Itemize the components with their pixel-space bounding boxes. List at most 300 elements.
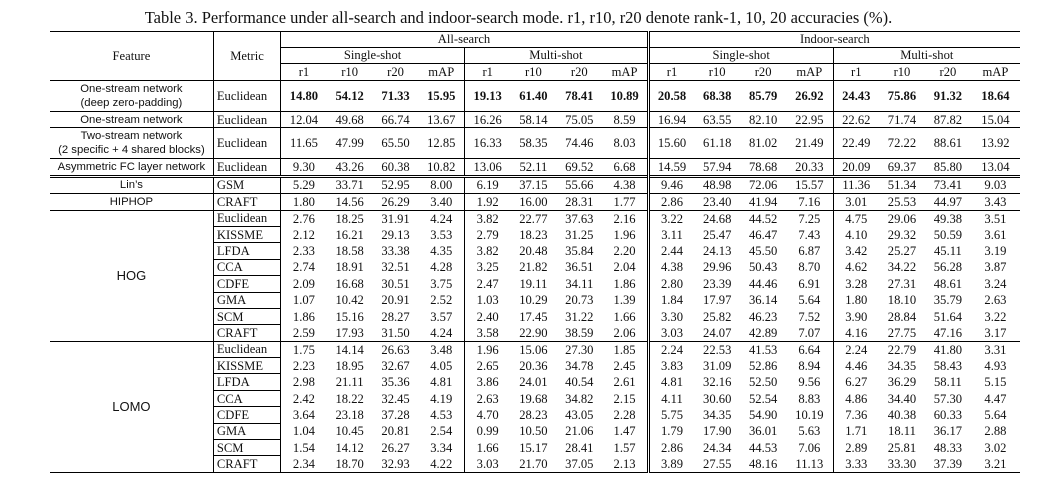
metric-value — [786, 81, 833, 112]
metric-value: 41.80 — [925, 341, 971, 357]
metric-value: 3.48 — [419, 341, 465, 357]
metric-value: 61.18 — [694, 128, 740, 159]
metric-value: 35.36 — [381, 375, 410, 390]
metric-value: 36.14 — [748, 293, 778, 308]
metric-value: 1.79 — [648, 423, 694, 439]
metric-value: 14.14 — [327, 341, 373, 357]
metric-value: 4.19 — [430, 391, 453, 406]
metric-value: 1.71 — [833, 423, 879, 439]
metric-value: 2.42 — [281, 390, 327, 406]
feature-name-line: (2 specific + 4 shared blocks) — [58, 144, 205, 157]
metric-value: 40.54 — [565, 375, 594, 390]
feature-name — [50, 176, 213, 193]
header-metric: Metric — [213, 32, 280, 81]
metric-value: 28.41 — [565, 440, 594, 455]
metric-value: 34.78 — [565, 358, 594, 373]
metric-value: 33.30 — [879, 456, 925, 472]
metric-name: GMA — [213, 292, 280, 308]
metric-value: 17.90 — [703, 424, 732, 439]
table-row — [50, 112, 1020, 128]
metric-value: 23.39 — [703, 276, 732, 291]
metric-value: 13.06 — [464, 159, 510, 176]
metric-value: 12.04 — [281, 112, 327, 128]
metric-value: 10.29 — [519, 293, 548, 308]
metric-value: 2.54 — [430, 424, 453, 439]
metric-value: 2.52 — [430, 293, 453, 308]
metric-value: 3.22 — [984, 309, 1007, 324]
metric-value: 9.46 — [648, 176, 694, 193]
metric-value: 3.02 — [984, 440, 1007, 455]
metric-value: 14.56 — [327, 194, 373, 210]
metric-value: 20.09 — [833, 159, 879, 176]
metric-value: 7.52 — [798, 309, 821, 324]
metric-name: CDFE — [213, 407, 280, 423]
metric-value: 5.64 — [798, 293, 821, 308]
metric-value: 16.26 — [464, 112, 510, 128]
metric-name: SCM — [213, 308, 280, 324]
metric-value: 4.24 — [430, 325, 453, 340]
metric-value: 4.70 — [464, 407, 510, 423]
metric-value: 60.38 — [373, 159, 419, 176]
metric-value: 2.89 — [833, 440, 879, 456]
metric-value: 22.53 — [694, 341, 740, 357]
metric-value-bold: 75.86 — [887, 89, 917, 103]
metric-value: 36.01 — [748, 424, 778, 439]
metric-value: 36.51 — [565, 260, 594, 275]
metric-value: 6.87 — [798, 244, 821, 259]
metric-value: 1.80 — [833, 292, 879, 308]
metric-value: 3.17 — [984, 325, 1007, 340]
metric-value: 29.32 — [887, 227, 917, 242]
metric-value: 1.96 — [613, 227, 636, 242]
metric-value: 44.46 — [748, 276, 778, 291]
metric-value-bold: 54.12 — [335, 89, 364, 103]
metric-value: 34.11 — [565, 276, 594, 291]
metric-value: 8.03 — [602, 128, 648, 159]
metric-value: 82.10 — [740, 112, 786, 128]
metric-value: 3.30 — [648, 308, 694, 324]
metric-value: 7.07 — [798, 325, 821, 340]
metric-value — [879, 81, 925, 112]
metric-name: Euclidean — [213, 159, 280, 176]
metric-name: Euclidean — [213, 112, 280, 128]
metric-value: 22.62 — [833, 112, 879, 128]
header-all-multi-shot: Multi-shot — [464, 48, 648, 64]
metric-value: 72.06 — [740, 176, 786, 193]
metric-value: 6.68 — [602, 159, 648, 176]
metric-name: CRAFT — [213, 456, 280, 472]
metric-value: 69.52 — [556, 159, 602, 176]
table-row — [50, 210, 1020, 226]
metric-value: 13.92 — [971, 128, 1020, 159]
metric-value: 22.90 — [519, 325, 548, 340]
metric-value: 16.33 — [464, 128, 510, 159]
header-indoor-multi-shot: Multi-shot — [833, 48, 1020, 64]
metric-value: 3.61 — [984, 227, 1007, 242]
metric-value: 8.70 — [798, 260, 821, 275]
metric-value: 9.56 — [798, 375, 821, 390]
metric-value: 3.25 — [464, 259, 510, 275]
metric-value — [648, 81, 694, 112]
feature-name: HOG — [50, 210, 213, 341]
metric-value: 25.82 — [703, 309, 732, 324]
metric-value: 74.46 — [556, 128, 602, 159]
table-row — [50, 159, 1020, 176]
metric-value: 19.68 — [519, 391, 548, 406]
metric-value: 6.91 — [798, 276, 821, 291]
metric-value: 29.96 — [703, 260, 732, 275]
metric-value: 63.55 — [694, 112, 740, 128]
metric-value: 3.86 — [464, 374, 510, 390]
metric-value: 25.53 — [879, 194, 925, 210]
metric-value: 47.99 — [327, 128, 373, 159]
metric-value: 34.40 — [887, 391, 917, 406]
metric-value: 44.97 — [925, 194, 971, 210]
metric-value: 34.22 — [887, 260, 917, 275]
header-indoor-search: Indoor-search — [648, 32, 1020, 48]
header-all-single-shot: Single-shot — [281, 48, 465, 64]
metric-value-bold: 15.95 — [427, 89, 456, 103]
metric-value: 36.17 — [933, 424, 963, 439]
metric-value: 2.13 — [602, 456, 648, 472]
feature-name-line: Asymmetric FC layer network — [57, 161, 206, 174]
metric-value: 2.80 — [648, 276, 694, 292]
metric-value: 56.28 — [933, 260, 963, 275]
metric-value: 3.82 — [464, 210, 510, 226]
feature-name — [50, 81, 213, 112]
metric-value: 3.31 — [971, 341, 1020, 357]
metric-value: 57.30 — [933, 391, 963, 406]
metric-value: 4.75 — [833, 210, 879, 226]
metric-value-bold: 68.38 — [703, 89, 732, 103]
metric-value: 5.75 — [648, 407, 694, 423]
metric-value: 21.49 — [786, 128, 833, 159]
metric-value: 32.67 — [381, 358, 410, 373]
metric-value: 18.58 — [335, 244, 364, 259]
metric-value: 46.23 — [748, 309, 778, 324]
metric-name: Euclidean — [213, 128, 280, 159]
metric-value-bold: 14.80 — [289, 89, 319, 103]
metric-value: 10.42 — [335, 293, 364, 308]
metric-value: 51.64 — [933, 309, 963, 324]
metric-value: 8.59 — [602, 112, 648, 128]
metric-value: 52.86 — [748, 358, 778, 373]
metric-value: 40.38 — [887, 407, 917, 422]
metric-name: LFDA — [213, 374, 280, 390]
metric-value: 7.43 — [798, 227, 821, 242]
metric-value: 75.05 — [556, 112, 602, 128]
metric-value: 18.95 — [335, 358, 364, 373]
metric-value — [925, 81, 971, 112]
metric-value: 1.57 — [613, 440, 636, 455]
metric-value: 45.11 — [933, 244, 962, 259]
metric-value: 3.87 — [984, 260, 1007, 275]
metric-value: 18.10 — [887, 293, 917, 308]
metric-value: 2.63 — [464, 390, 510, 406]
metric-value: 20.81 — [381, 424, 410, 439]
metric-value: 28.27 — [381, 309, 410, 324]
metric-value: 5.64 — [984, 407, 1007, 422]
column-header-r1: r1 — [833, 64, 879, 81]
metric-value: 4.93 — [984, 358, 1007, 373]
metric-value: 35.84 — [565, 244, 594, 259]
metric-value: 2.63 — [984, 293, 1007, 308]
metric-value: 3.53 — [430, 227, 453, 242]
metric-value: 2.16 — [602, 210, 648, 226]
metric-value: 27.31 — [887, 276, 917, 291]
metric-value: 2.86 — [648, 194, 694, 210]
metric-value: 37.05 — [556, 456, 602, 472]
table-row — [50, 341, 1020, 357]
metric-value: 33.38 — [381, 244, 410, 259]
metric-value: 30.51 — [381, 276, 410, 291]
metric-value: 1.75 — [281, 341, 327, 357]
metric-value: 11.65 — [281, 128, 327, 159]
metric-value-bold: 85.79 — [748, 89, 778, 103]
metric-value: 43.26 — [327, 159, 373, 176]
metric-value: 36.29 — [887, 375, 917, 390]
metric-value: 2.86 — [648, 440, 694, 456]
metric-value: 10.50 — [519, 424, 548, 439]
feature-name-line: One-stream network — [80, 83, 183, 95]
metric-value: 23.18 — [335, 407, 364, 422]
metric-value: 15.06 — [510, 341, 556, 357]
metric-value: 2.47 — [464, 276, 510, 292]
metric-value: 3.58 — [464, 325, 510, 341]
table-row — [50, 128, 1020, 159]
metric-value: 22.77 — [510, 210, 556, 226]
metric-value: 20.36 — [519, 358, 548, 373]
metric-value: 27.75 — [887, 325, 917, 340]
metric-value: 4.10 — [833, 226, 879, 242]
metric-value: 2.04 — [613, 260, 636, 275]
column-header-r1: r1 — [464, 64, 510, 81]
metric-value: 21.11 — [335, 375, 364, 390]
metric-value: 26.27 — [381, 440, 410, 455]
metric-value: 6.27 — [833, 374, 879, 390]
feature-name-line: One-stream network — [80, 113, 183, 126]
metric-value: 17.45 — [519, 309, 548, 324]
metric-value: 1.47 — [613, 424, 636, 439]
metric-value: 2.45 — [613, 358, 636, 373]
metric-value: 4.86 — [833, 390, 879, 406]
feature-name — [50, 128, 213, 159]
metric-value — [281, 81, 327, 112]
metric-value: 3.03 — [648, 325, 694, 341]
metric-value: 6.19 — [464, 176, 510, 193]
metric-value: 18.23 — [519, 227, 548, 242]
metric-value: 11.13 — [786, 456, 833, 472]
metric-value: 44.52 — [740, 210, 786, 226]
metric-value: 18.70 — [327, 456, 373, 472]
metric-value: 8.00 — [419, 176, 465, 193]
metric-name: GSM — [213, 176, 280, 193]
metric-value: 87.82 — [925, 112, 971, 128]
metric-value-bold: 61.40 — [519, 89, 548, 103]
table-caption: Table 3. Performance under all-search and indoor-search mode. r1, r10, r20 denote rank-1, 10, 20 accuracies (%). — [144, 8, 893, 27]
metric-value-bold: 24.43 — [842, 89, 871, 103]
metric-value: 4.22 — [419, 456, 465, 472]
metric-value: 2.79 — [464, 226, 510, 242]
metric-value: 1.54 — [281, 440, 327, 456]
metric-value: 1.66 — [464, 440, 510, 456]
metric-value: 6.64 — [786, 341, 833, 357]
metric-value: 2.33 — [281, 243, 327, 259]
metric-value: 1.86 — [613, 276, 636, 291]
metric-value: 37.15 — [510, 176, 556, 193]
metric-value: 2.24 — [648, 341, 694, 357]
metric-value: 26.29 — [373, 194, 419, 210]
metric-value: 18.91 — [335, 260, 364, 275]
metric-value: 16.21 — [335, 227, 364, 242]
metric-value: 3.51 — [971, 210, 1020, 226]
metric-value: 2.61 — [613, 375, 636, 390]
metric-value: 38.59 — [565, 325, 594, 340]
metric-value: 1.96 — [464, 341, 510, 357]
metric-value: 7.36 — [833, 407, 879, 423]
header-indoor-single-shot: Single-shot — [648, 48, 833, 64]
metric-value: 2.88 — [984, 424, 1007, 439]
metric-name: CRAFT — [213, 325, 280, 341]
metric-value: 35.79 — [933, 293, 963, 308]
metric-value: 48.98 — [694, 176, 740, 193]
metric-value: 31.09 — [703, 358, 732, 373]
metric-value: 3.43 — [971, 194, 1020, 210]
metric-value: 3.40 — [419, 194, 465, 210]
metric-value: 16.94 — [648, 112, 694, 128]
column-header-r1: r1 — [281, 64, 327, 81]
metric-value: 24.07 — [703, 325, 732, 340]
metric-value: 20.91 — [381, 293, 410, 308]
column-header-map: mAP — [971, 64, 1020, 81]
metric-value: 18.22 — [335, 391, 364, 406]
metric-value: 3.34 — [430, 440, 453, 455]
results-table — [50, 31, 1020, 473]
metric-value: 31.25 — [565, 227, 594, 242]
metric-value-bold: 26.92 — [795, 89, 824, 103]
metric-value: 44.53 — [748, 440, 778, 455]
metric-value: 3.01 — [833, 194, 879, 210]
metric-value: 57.94 — [694, 159, 740, 176]
metric-value: 1.03 — [464, 292, 510, 308]
feature-name-line: (deep zero-padding) — [80, 97, 183, 109]
metric-value: 37.28 — [381, 407, 410, 422]
metric-value — [602, 81, 648, 112]
table-body — [50, 81, 1020, 473]
metric-value: 14.59 — [648, 159, 694, 176]
metric-value: 4.24 — [419, 210, 465, 226]
metric-name: Euclidean — [213, 81, 280, 112]
metric-value: 3.57 — [430, 309, 453, 324]
metric-value — [740, 81, 786, 112]
feature-name-line: HIPHOP — [109, 195, 154, 208]
metric-value: 4.38 — [648, 259, 694, 275]
metric-value-bold: 19.13 — [473, 89, 502, 103]
metric-value: 3.42 — [833, 243, 879, 259]
metric-value: 2.09 — [281, 276, 327, 292]
metric-value — [833, 81, 879, 112]
metric-value: 4.35 — [430, 244, 453, 259]
metric-value: 20.33 — [786, 159, 833, 176]
metric-value: 0.99 — [464, 423, 510, 439]
table-row — [50, 81, 1020, 112]
metric-value: 4.05 — [430, 358, 453, 373]
metric-value: 3.21 — [971, 456, 1020, 472]
metric-value: 1.66 — [613, 309, 636, 324]
metric-value-bold: 18.64 — [981, 89, 1010, 103]
metric-value: 10.19 — [795, 407, 824, 422]
metric-value: 48.16 — [740, 456, 786, 472]
feature-name — [50, 112, 213, 128]
metric-value: 1.07 — [281, 292, 327, 308]
table-header — [50, 32, 1020, 81]
metric-value: 1.85 — [602, 341, 648, 357]
metric-value: 12.85 — [419, 128, 465, 159]
metric-value-bold: 10.89 — [610, 89, 639, 103]
metric-value: 3.64 — [281, 407, 327, 423]
column-header-r10: r10 — [510, 64, 556, 81]
metric-value: 1.39 — [613, 293, 636, 308]
metric-value: 41.94 — [740, 194, 786, 210]
metric-value: 8.83 — [798, 391, 821, 406]
metric-value: 4.28 — [430, 260, 453, 275]
metric-value: 2.76 — [281, 210, 327, 226]
metric-name: CDFE — [213, 276, 280, 292]
metric-value: 72.22 — [879, 128, 925, 159]
metric-value: 25.81 — [887, 440, 917, 455]
metric-value: 3.28 — [833, 276, 879, 292]
table-row — [50, 176, 1020, 193]
metric-value: 23.40 — [694, 194, 740, 210]
metric-value: 2.44 — [648, 243, 694, 259]
metric-value: 18.25 — [327, 210, 373, 226]
metric-value: 32.45 — [381, 391, 410, 406]
header-all-search: All-search — [281, 32, 649, 48]
metric-value — [694, 81, 740, 112]
metric-value: 27.30 — [556, 341, 602, 357]
metric-value: 1.77 — [602, 194, 648, 210]
metric-value: 21.70 — [510, 456, 556, 472]
metric-value: 2.06 — [613, 325, 636, 340]
metric-value: 16.00 — [510, 194, 556, 210]
metric-value: 1.04 — [281, 423, 327, 439]
metric-value: 10.45 — [335, 424, 364, 439]
metric-value: 47.16 — [933, 325, 963, 340]
metric-value: 88.61 — [925, 128, 971, 159]
metric-value: 3.90 — [833, 308, 879, 324]
metric-value: 3.24 — [984, 276, 1007, 291]
metric-value: 8.94 — [798, 358, 821, 373]
metric-name: CRAFT — [213, 194, 280, 210]
metric-value: 20.73 — [565, 293, 594, 308]
metric-value: 52.11 — [510, 159, 556, 176]
metric-value: 14.12 — [335, 440, 364, 455]
metric-value: 4.81 — [430, 375, 453, 390]
metric-name: Euclidean — [213, 341, 280, 357]
metric-value: 49.68 — [327, 112, 373, 128]
metric-value: 49.38 — [925, 210, 971, 226]
metric-value: 4.16 — [833, 325, 879, 341]
metric-value: 34.35 — [887, 358, 917, 373]
metric-value: 17.93 — [335, 325, 364, 340]
metric-value: 51.34 — [879, 176, 925, 193]
metric-value: 24.68 — [694, 210, 740, 226]
metric-value: 21.82 — [519, 260, 548, 275]
metric-value: 28.84 — [887, 309, 917, 324]
metric-value — [419, 81, 465, 112]
metric-value: 3.75 — [430, 276, 453, 291]
metric-value: 2.74 — [281, 259, 327, 275]
